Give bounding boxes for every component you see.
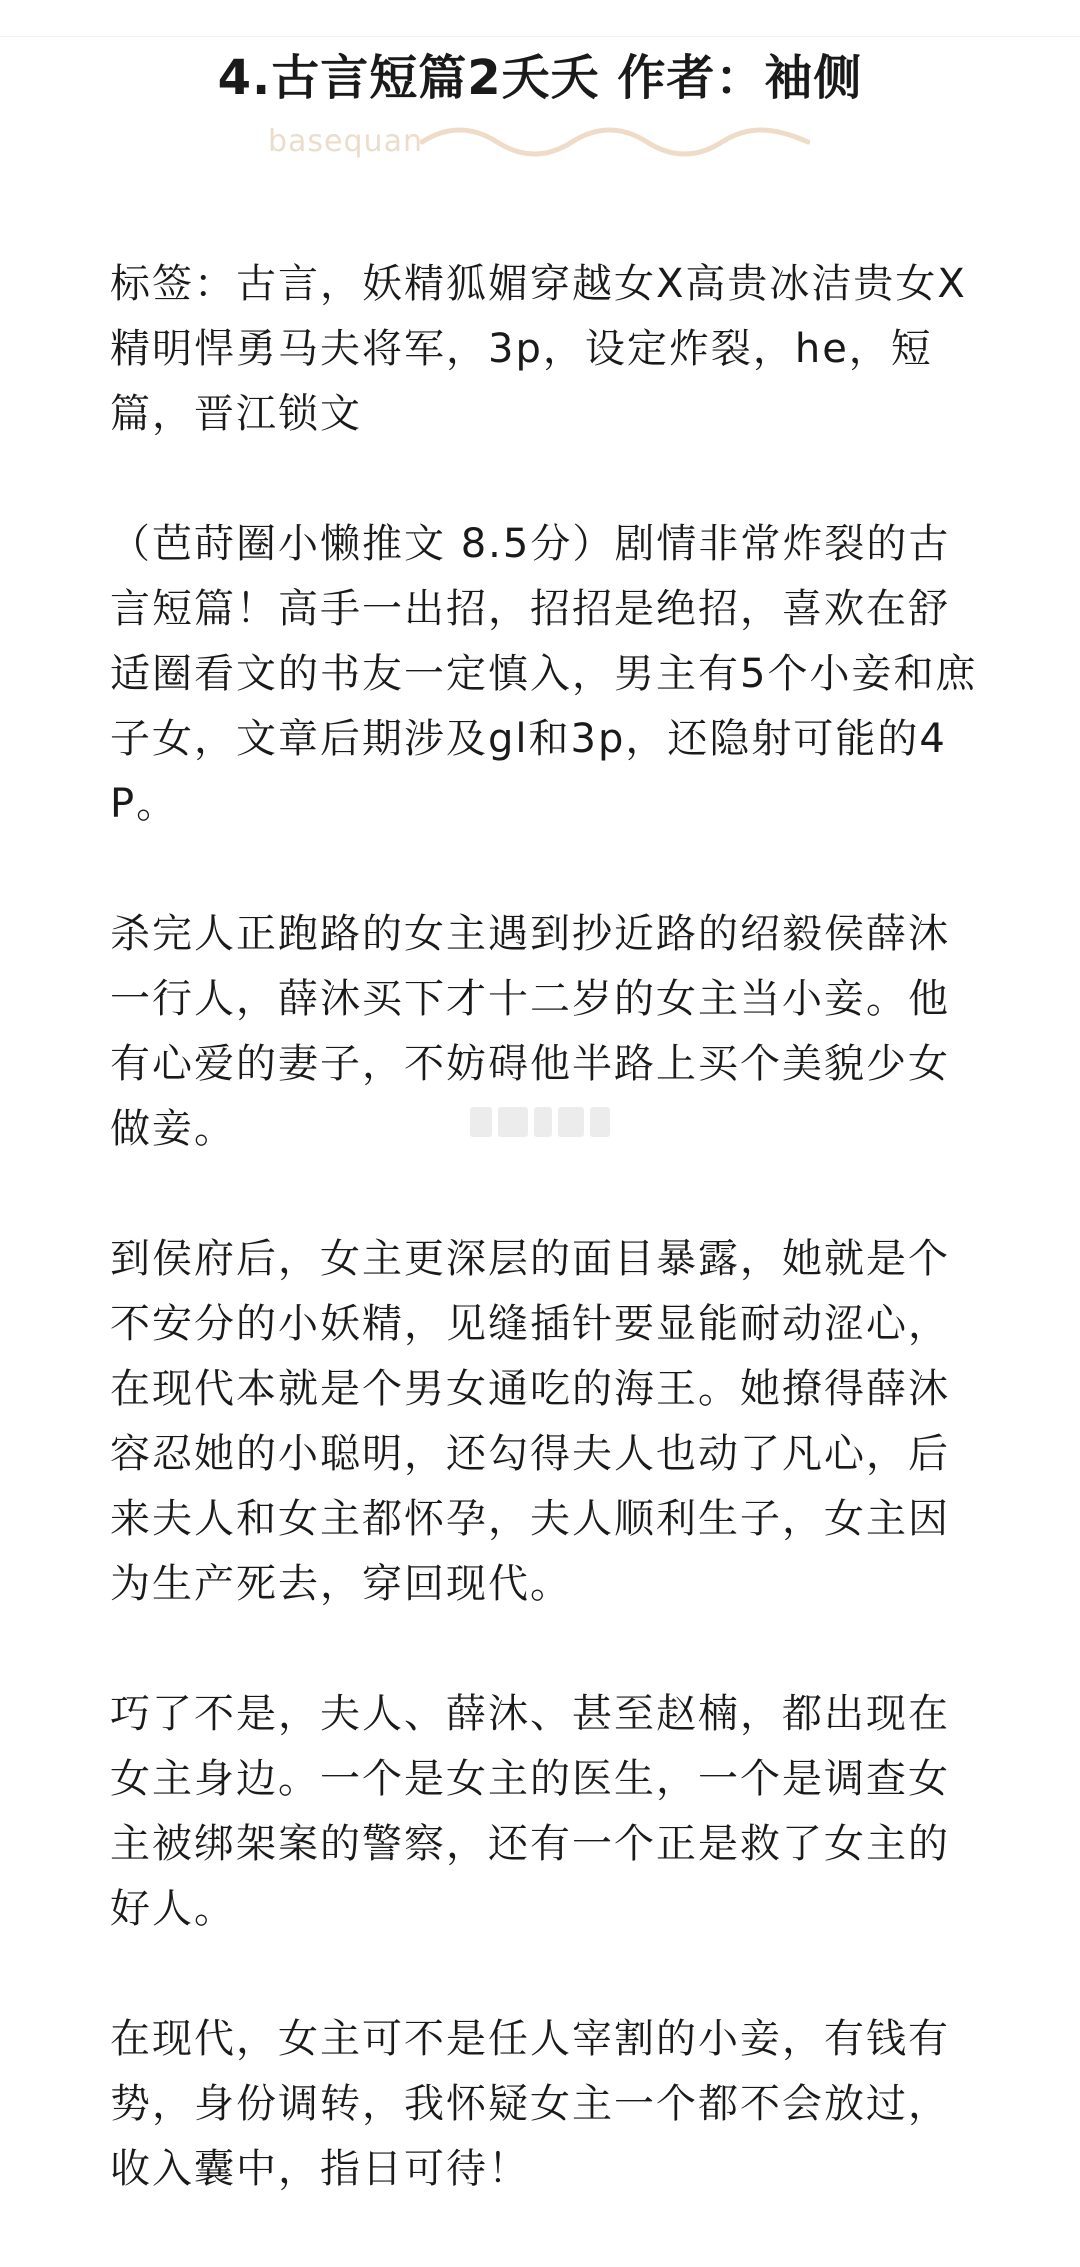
paragraph-intro: （芭莳圈小懒推文 8.5分）剧情非常炸裂的古言短篇！高手一出招，招招是绝招，喜欢在舒适圈看文的书友一定慎入，男主有5个小妾和庶子女，文章后期涉及gl和3p，还隐射可能的4P。 [110,521,978,827]
article-body [110,252,980,2267]
watermark-text: basequan [268,124,423,159]
top-divider [0,36,1080,37]
blurred-sticker-icon [470,1107,620,1143]
paragraph-plot-3: 巧了不是，夫人、薛沐、甚至赵楠，都出现在女主身边。一个是女主的医生，一个是调查女主被绑架案的警察，还有一个正是救了女主的好人。 [110,1691,950,1932]
article-title: 4.古言短篇2夭夭 作者：袖侧 [217,50,863,106]
paragraph-tags: 标签：古言，妖精狐媚穿越女X高贵冰洁贵女X精明悍勇马夫将军，3p，设定炸裂，he，短篇，晋江锁文 [110,261,967,437]
wave-decoration-icon [420,122,810,162]
paragraph-plot-1: 杀完人正跑路的女主遇到抄近路的绍毅侯薛沐一行人，薛沐买下才十二岁的女主当小妾。他有心爱的妻子，不妨碍他半路上买个美貌少女做妾。 [110,911,950,1152]
paragraph-plot-2: 到侯府后，女主更深层的面目暴露，她就是个不安分的小妖精，见缝插针要显能耐动涩心，在现代本就是个男女通吃的海王。她撩得薛沐容忍她的小聪明，还勾得夫人也动了凡心，后来夫人和女主都怀孕，夫人顺利生子，女主因为生产死去，穿回现代。 [110,1236,950,1607]
paragraph-plot-4: 在现代，女主可不是任人宰割的小妾，有钱有势，身份调转，我怀疑女主一个都不会放过，收入囊中，指日可待！ [110,2016,950,2192]
